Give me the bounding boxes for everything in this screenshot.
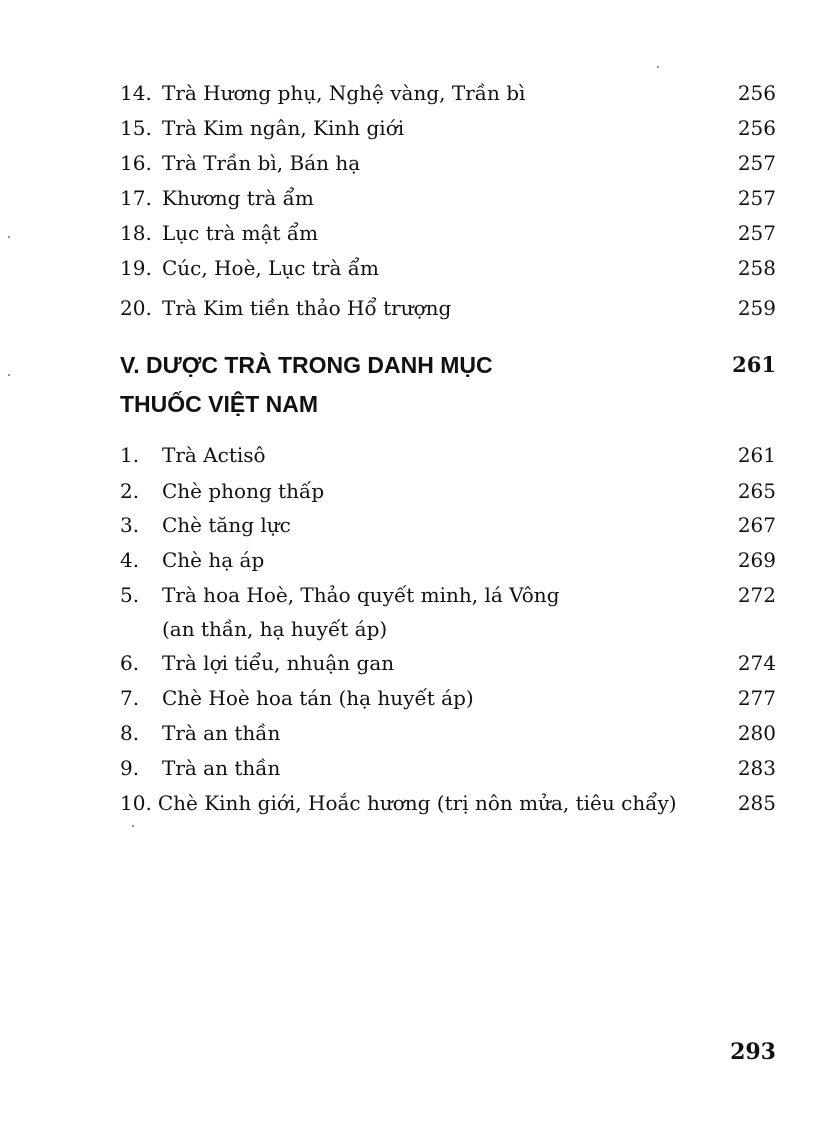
entry-page-number: 256 <box>737 81 776 105</box>
entry-title: Chè phong thấp <box>162 479 325 503</box>
toc-entry <box>120 683 776 713</box>
entry-title: Trà Actisô <box>162 443 266 467</box>
entry-page-number: 265 <box>737 479 776 503</box>
entry-title: Trà Hương phụ, Nghệ vàng, Trần bì <box>162 81 526 105</box>
toc-entry <box>120 510 776 540</box>
entry-title: Trà Trần bì, Bán hạ <box>162 151 361 175</box>
entry-page-number: 274 <box>737 651 776 675</box>
entry-page-number: 269 <box>737 548 776 572</box>
toc-entry <box>120 113 776 143</box>
scan-speck <box>132 825 134 827</box>
entry-page-number: 283 <box>737 756 776 780</box>
section-heading: V. DƯỢC TRÀ TRONG DANH MỤC <box>120 352 493 378</box>
entry-title: Khương trà ẩm <box>162 186 314 210</box>
entry-number: 14. <box>120 81 152 105</box>
entry-title: Chè Hoè hoa tán (hạ huyết áp) <box>162 686 474 710</box>
toc-entry <box>120 253 776 283</box>
entry-title: Trà lợi tiểu, nhuận gan <box>162 651 395 675</box>
entry-number: 20. <box>120 296 152 320</box>
entry-page-number: 272 <box>737 583 776 607</box>
entry-number: 7. <box>120 686 140 710</box>
entry-title: Trà hoa Hoè, Thảo quyết minh, lá Vông <box>162 583 560 607</box>
toc-entry <box>120 476 776 506</box>
toc-entry <box>120 440 776 470</box>
entry-title-continuation: (an thần, hạ huyết áp) <box>162 617 388 641</box>
entry-page-number: 277 <box>737 686 776 710</box>
toc-entry <box>120 183 776 213</box>
entry-number: 17. <box>120 186 152 210</box>
toc-entry <box>120 753 776 783</box>
entry-page-number: 256 <box>737 116 776 140</box>
entry-page-number: 280 <box>737 721 776 745</box>
entry-number: 15. <box>120 116 152 140</box>
toc-entry <box>120 78 776 108</box>
toc-entry <box>120 545 776 575</box>
entry-number: 2. <box>120 479 140 503</box>
entry-number: 19. <box>120 256 152 280</box>
toc-entry <box>120 788 776 818</box>
entry-page-number: 259 <box>737 296 776 320</box>
entry-title: Trà an thần <box>162 721 281 745</box>
entry-page-number: 257 <box>737 221 776 245</box>
scan-speck <box>8 236 10 238</box>
toc-entry <box>120 580 776 610</box>
toc-entry <box>120 648 776 678</box>
entry-page-number: 261 <box>737 443 776 467</box>
entry-number: 4. <box>120 548 140 572</box>
entry-number: 16. <box>120 151 152 175</box>
entry-number: 3. <box>120 513 140 537</box>
entry-number: 10. <box>120 791 152 815</box>
scan-speck <box>8 374 10 376</box>
entry-title: Trà Kim tiền thảo Hổ trượng <box>162 296 452 320</box>
entry-title: Chè Kinh giới, Hoắc hương (trị nôn mửa, tiêu chẩy) <box>157 791 677 815</box>
entry-number: 8. <box>120 721 140 745</box>
page-number: 293 <box>730 1039 776 1065</box>
toc-entry <box>120 148 776 178</box>
entry-number: 9. <box>120 756 140 780</box>
entry-number: 18. <box>120 221 152 245</box>
entry-page-number: 285 <box>737 791 776 815</box>
entry-page-number: 258 <box>737 256 776 280</box>
entry-number: 6. <box>120 651 140 675</box>
entry-page-number: 257 <box>737 151 776 175</box>
toc-entry <box>120 218 776 248</box>
entry-number: 5. <box>120 583 140 607</box>
section-page-number: 261 <box>732 352 776 377</box>
section-heading-continued: THUỐC VIỆT NAM <box>120 391 319 417</box>
toc-entry <box>120 293 776 323</box>
entry-title: Chè hạ áp <box>162 548 265 572</box>
entry-title: Lục trà mật ẩm <box>162 221 319 245</box>
scan-speck <box>657 66 659 68</box>
entry-number: 1. <box>120 443 140 467</box>
entry-title: Trà an thần <box>162 756 281 780</box>
entry-title: Cúc, Hoè, Lục trà ẩm <box>162 256 379 280</box>
toc-entry <box>120 718 776 748</box>
entry-title: Trà Kim ngân, Kinh giới <box>162 116 405 140</box>
entry-page-number: 267 <box>737 513 776 537</box>
entry-page-number: 257 <box>737 186 776 210</box>
entry-title: Chè tăng lực <box>162 513 291 537</box>
